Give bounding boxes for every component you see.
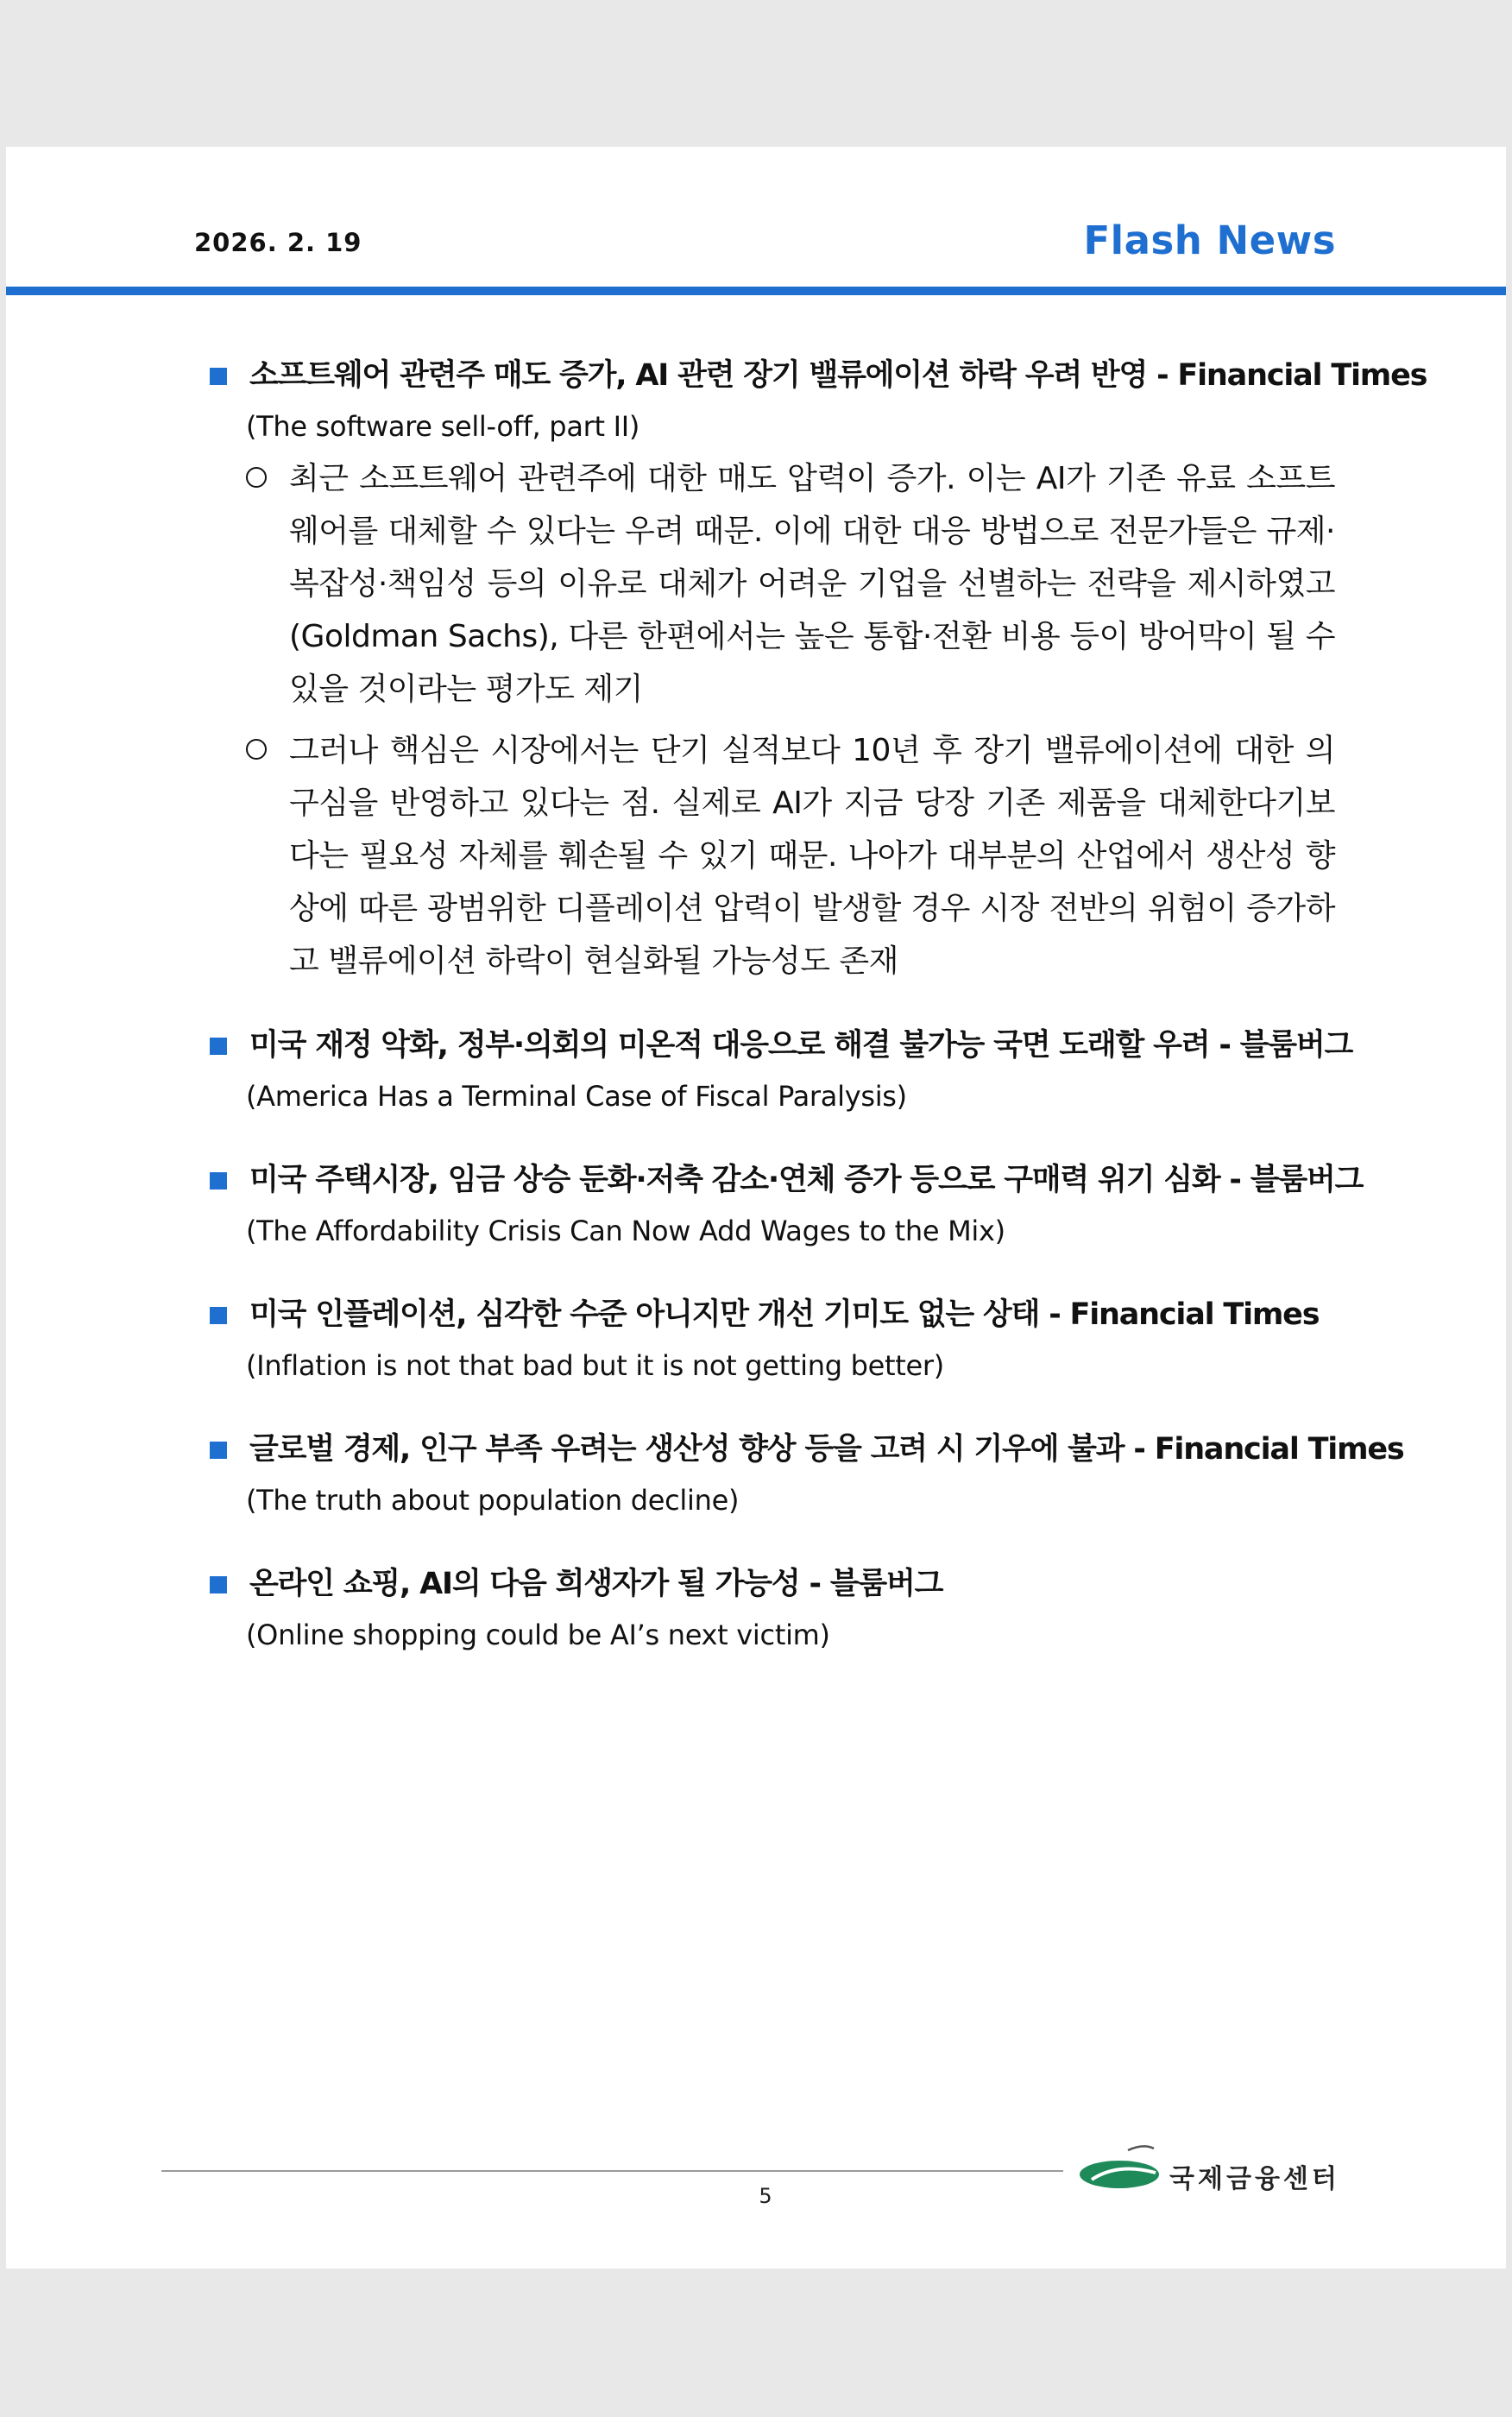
document-page bbox=[6, 147, 1506, 2269]
headline-text: 소프트웨어 관련주 매도 증가, AI 관련 장기 밸류에이션 하락 우려 반영 - Financial Times bbox=[249, 358, 1427, 393]
article-subtitle: (The truth about population decline) bbox=[246, 1484, 740, 1517]
article-subtitle: (The software sell-off, part II) bbox=[246, 410, 640, 443]
globe-logo-icon bbox=[1076, 2136, 1171, 2197]
article-headline bbox=[205, 1020, 1353, 1070]
header-divider bbox=[6, 287, 1506, 295]
article-list bbox=[205, 350, 1427, 1694]
article-item bbox=[205, 1020, 1353, 1122]
article-headline bbox=[205, 350, 1427, 401]
square-bullet-icon bbox=[210, 1172, 227, 1190]
headline-text: 미국 주택시장, 임금 상승 둔화·저축 감소·연체 증가 등으로 구매력 위기 심화 - 블룸버그 bbox=[249, 1163, 1364, 1197]
article-item bbox=[205, 350, 1427, 988]
footer-divider bbox=[161, 2170, 1063, 2172]
square-bullet-icon bbox=[210, 368, 227, 385]
headline-text: 글로벌 경제, 인구 부족 우려는 생산성 향상 등을 고려 시 기우에 불과 - Financial Times bbox=[249, 1432, 1404, 1467]
circle-bullet-icon bbox=[246, 739, 267, 760]
kcif-logo bbox=[1076, 2136, 1361, 2197]
square-bullet-icon bbox=[210, 1307, 227, 1324]
bullet-text: 그러나 핵심은 시장에서는 단기 실적보다 10년 후 장기 밸류에이션에 대한 의구심을 반영하고 있다는 점. 실제로 AI가 지금 당장 기존 제품을 대체한다기보다는 필요성 자체를 훼손될 수 있기 때문. 나아가 대부분의 산업에서 생산성 향상에 따른 광범위한 디플레이션 압력이 발생할 경우 시장 전반의 위험이 증가하고 밸류에이션 하락이 현실화될 가능성도 존재 bbox=[289, 733, 1335, 979]
square-bullet-icon bbox=[210, 1038, 227, 1055]
article-subtitle: (Online shopping could be AI’s next victim) bbox=[246, 1619, 830, 1651]
article-item bbox=[205, 1290, 1335, 1392]
article-item bbox=[205, 1424, 1404, 1526]
report-date: 2026. 2. 19 bbox=[194, 228, 362, 257]
page-number: 5 bbox=[759, 2184, 772, 2208]
article-headline bbox=[205, 1559, 1335, 1609]
article-subtitle: (The Affordability Crisis Can Now Add Wages to the Mix) bbox=[246, 1215, 1005, 1247]
article-subtitle: (America Has a Terminal Case of Fiscal Paralysis) bbox=[246, 1080, 907, 1113]
headline-text: 온라인 쇼핑, AI의 다음 희생자가 될 가능성 - 블룸버그 bbox=[249, 1567, 943, 1601]
square-bullet-icon bbox=[210, 1442, 227, 1459]
headline-text: 미국 인플레이션, 심각한 수준 아니지만 개선 기미도 없는 상태 - Financial Times bbox=[249, 1297, 1320, 1332]
article-item bbox=[205, 1559, 1335, 1661]
article-bullet bbox=[205, 452, 1335, 716]
article-subtitle: (Inflation is not that bad but it is not getting better) bbox=[246, 1349, 944, 1382]
bullet-text: 최근 소프트웨어 관련주에 대한 매도 압력이 증가. 이는 AI가 기존 유료 소프트웨어를 대체할 수 있다는 우려 때문. 이에 대한 대응 방법으로 전문가들은 규제·복잡성·책임성 등의 이유로 대체가 어려운 기업을 선별하는 전략을 제시하였고(Goldman Sachs), 다른 한편에서는 높은 통합·전환 비용 등이 방어막이 될 수 있을 것이라는 평가도 제기 bbox=[289, 461, 1335, 707]
article-headline bbox=[205, 1290, 1335, 1340]
flash-news-title: Flash News bbox=[1083, 218, 1336, 263]
article-bullet bbox=[205, 724, 1335, 988]
headline-text: 미국 재정 악화, 정부·의회의 미온적 대응으로 해결 불가능 국면 도래할 우려 - 블룸버그 bbox=[249, 1028, 1353, 1063]
article-headline bbox=[205, 1424, 1404, 1474]
article-item bbox=[205, 1155, 1364, 1257]
square-bullet-icon bbox=[210, 1576, 227, 1593]
article-headline bbox=[205, 1155, 1364, 1205]
org-name: 국제금융센터 bbox=[1169, 2164, 1340, 2194]
circle-bullet-icon bbox=[246, 467, 267, 488]
